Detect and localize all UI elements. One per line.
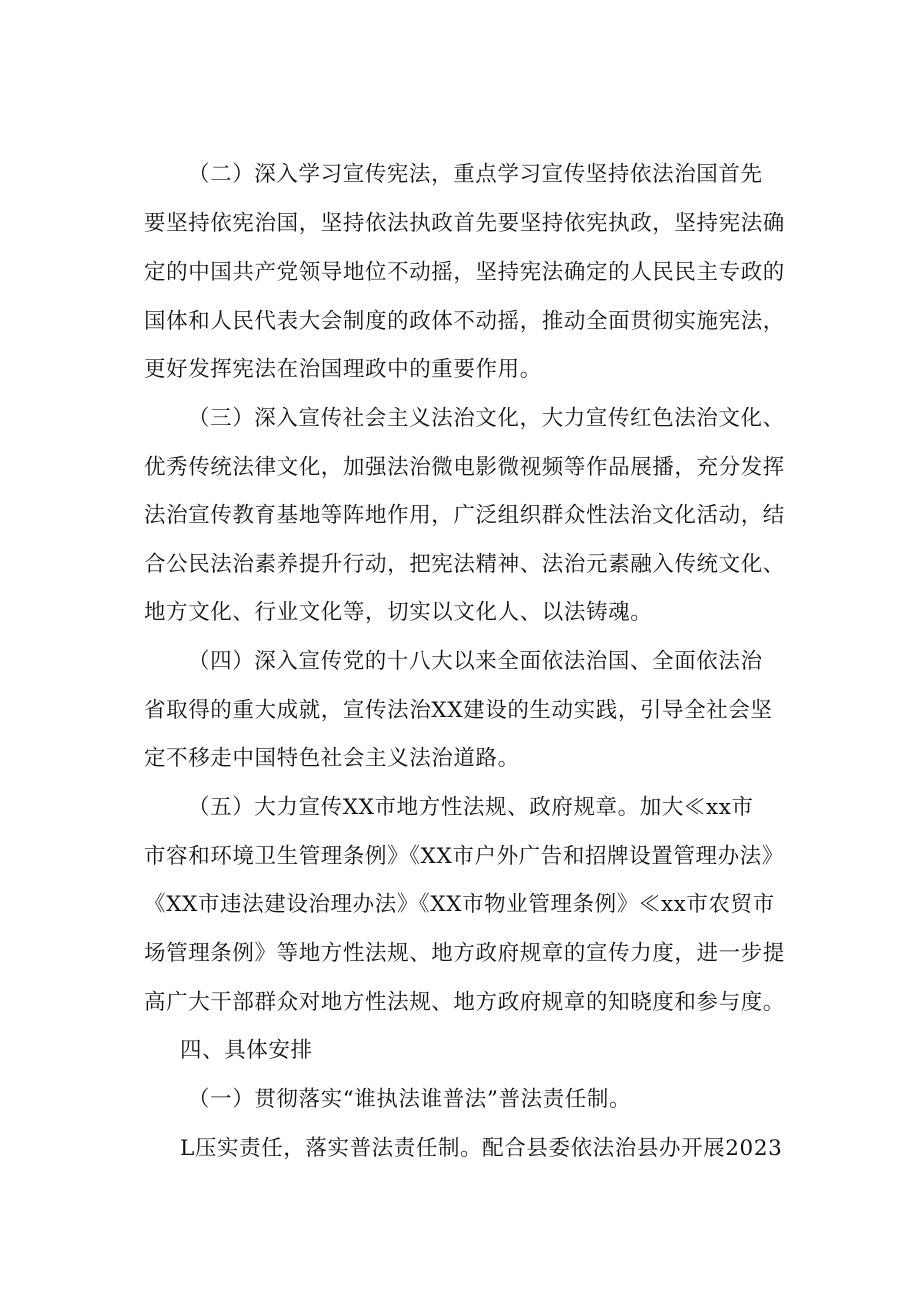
paragraph-2-line-2: 要坚持依宪治国，坚持依法执政首先要坚持依宪执政，坚持宪法确 [144, 211, 785, 236]
paragraph-5-line-1: （五）大力宣传XX市地方性法规、政府规章。加大≪xx市 [188, 795, 754, 820]
paragraph-2-line-4: 国体和人民代表大会制度的政体不动摇，推动全面贯彻实施宪法， [144, 309, 785, 334]
paragraph-3-line-2: 优秀传统法律文化，加强法治微电影微视频等作品展播，充分发挥 [144, 455, 785, 480]
paragraph-2-line-1: （二）深入学习宣传宪法，重点学习宣传坚持依法治国首先 [188, 162, 763, 187]
paragraph-5-line-5: 高广大干部群众对地方性法规、地方政府规章的知晓度和参与度。 [144, 990, 785, 1015]
paragraph-4-line-1: （四）深入宣传党的十八大以来全面依法治国、全面依法治 [188, 649, 763, 674]
paragraph-3-line-1: （三）深入宣传社会主义法治文化，大力宣传红色法治文化、 [188, 406, 785, 431]
paragraph-5-line-2: 市容和环境卫生管理条例》《XX市户外广告和招牌设置管理办法》 [144, 844, 784, 869]
subsection-heading: （一）贯彻落实“谁执法谁普法”普法责任制。 [188, 1087, 632, 1112]
section-heading: 四、具体安排 [180, 1038, 313, 1063]
item-line: L压实责任，落实普法责任制。配合县委依法治县办开展2023 [180, 1136, 783, 1161]
paragraph-3-line-3: 法治宣传教育基地等阵地作用，广泛组织群众性法治文化活动，结 [144, 503, 785, 528]
paragraph-3-line-5: 地方文化、行业文化等，切实以文化人、以法铸魂。 [144, 600, 653, 625]
paragraph-3-line-4: 合公民法治素养提升行动，把宪法精神、法治元素融入传统文化、 [144, 552, 785, 577]
paragraph-2-line-3: 定的中国共产党领导地位不动摇，坚持宪法确定的人民民主专政的 [144, 260, 785, 285]
paragraph-4-line-2: 省取得的重大成就，宣传法治XX建设的生动实践，引导全社会坚 [144, 698, 773, 723]
paragraph-5-line-4: 场管理条例》等地方性法规、地方政府规章的宣传力度，进一步提 [144, 941, 785, 966]
paragraph-5-line-3: 《XX市违法建设治理办法》《XX市物业管理条例》≪xx市农贸市 [144, 892, 775, 917]
paragraph-4-line-3: 定不移走中国特色社会主义法治道路。 [144, 746, 520, 771]
paragraph-2-line-5: 更好发挥宪法在治国理政中的重要作用。 [144, 357, 542, 382]
